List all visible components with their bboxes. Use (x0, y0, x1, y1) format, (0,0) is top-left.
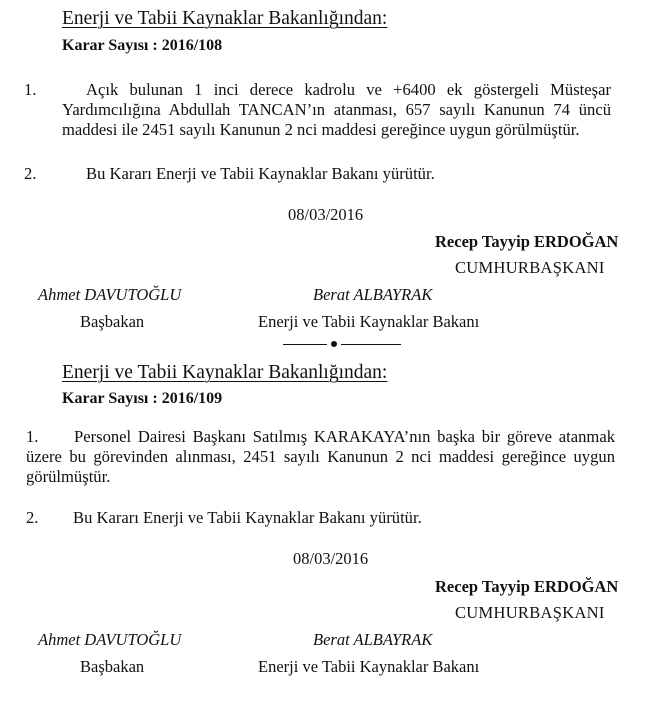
president-title: CUMHURBAŞKANI (455, 258, 605, 277)
president-name: Recep Tayyip ERDOĞAN (435, 577, 619, 596)
item-text: Açık bulunan 1 inci derece kadrolu ve +6400 ek göstergeli Müsteşar Yardımcılığına Abdullah TANCAN’ın atanması, 657 sayılı Kanunun 74 üncü maddesi ile 2451 sayılı Kanunun 2 nci maddesi gereğince uygun görülmüştür. (62, 80, 611, 139)
signatory-title: Enerji ve Tabii Kaynaklar Bakanı (258, 312, 480, 331)
separator-line-right (341, 344, 401, 345)
signatory-name: Ahmet DAVUTOĞLU (38, 630, 182, 649)
decision-number: Karar Sayısı : 2016/109 (62, 390, 223, 407)
signatory-title: Başbakan (80, 657, 145, 676)
president-title: CUMHURBAŞKANI (455, 603, 605, 622)
signatory-title: Enerji ve Tabii Kaynaklar Bakanı (258, 657, 480, 676)
item-text: Personel Dairesi Başkanı Satılmış KARAKAYA’nın başka bir göreve atanmak üzere bu görevinden alınması, 2451 sayılı Kanunun 2 nci maddesi gereğince uygun görülmüştür. (26, 427, 615, 486)
item-number: 2. (26, 508, 39, 527)
ministry-heading: Enerji ve Tabii Kaynaklar Bakanlığından: (62, 8, 388, 29)
signatory-name: Berat ALBAYRAK (313, 285, 433, 304)
item-text: Bu Kararı Enerji ve Tabii Kaynaklar Bakanı yürütür. (73, 508, 422, 527)
signatory-name: Ahmet DAVUTOĞLU (38, 285, 182, 304)
signatory-name: Berat ALBAYRAK (313, 630, 433, 649)
item-text: Bu Kararı Enerji ve Tabii Kaynaklar Bakanı yürütür. (86, 164, 435, 183)
decision-number: Karar Sayısı : 2016/108 (62, 37, 223, 54)
ministry-heading: Enerji ve Tabii Kaynaklar Bakanlığından: (62, 362, 388, 383)
item-number: 1. (26, 427, 39, 446)
president-name: Recep Tayyip ERDOĞAN (435, 232, 619, 251)
separator-line-left (283, 344, 327, 345)
decision-date: 08/03/2016 (288, 205, 364, 224)
separator-dot (331, 341, 337, 347)
item-number: 2. (24, 164, 37, 183)
signatory-title: Başbakan (80, 312, 145, 331)
decision-date: 08/03/2016 (293, 549, 369, 568)
item-number: 1. (24, 80, 37, 99)
